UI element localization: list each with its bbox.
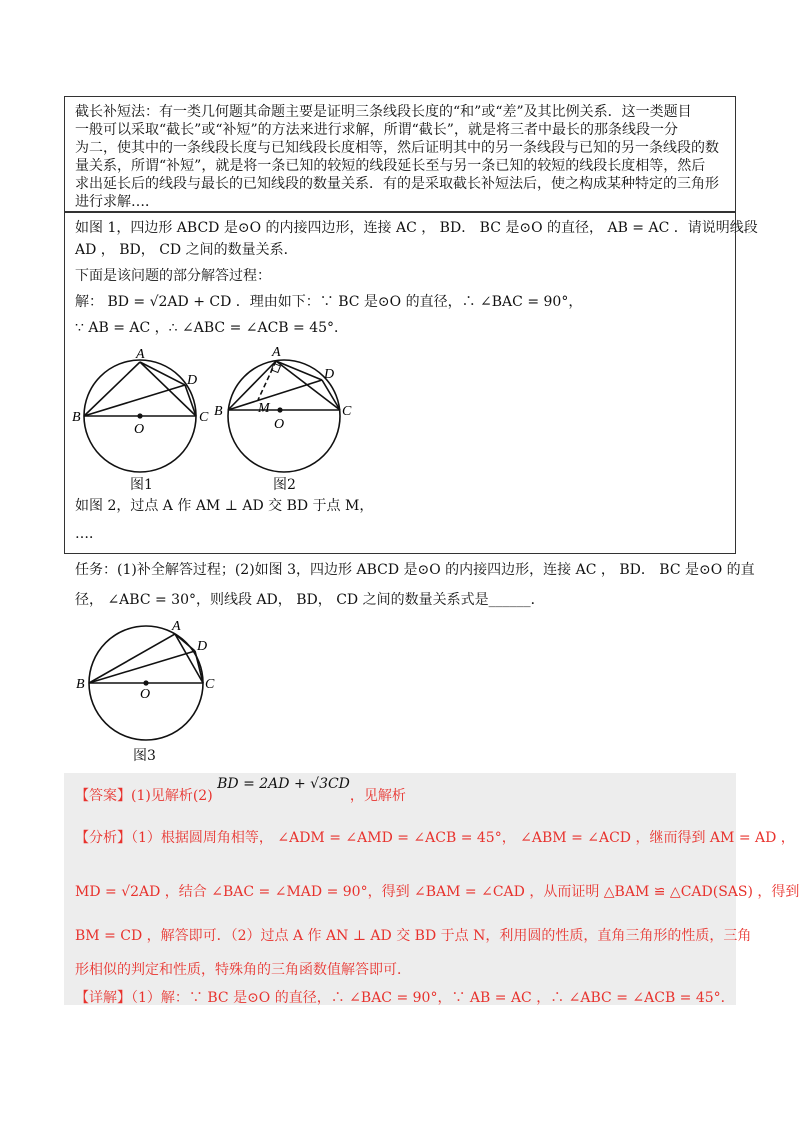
fig2-ad [276, 361, 322, 380]
fig1-label-c: C [199, 410, 209, 425]
analysis-line-2: MD = √2AD ，结合 ∠BAC = ∠MAD = 90°，得到 ∠BAM = ∠CAD ，从而证明 △BAM ≌ △CAD(SAS) ，得到 [75, 884, 800, 900]
fig2-label-m: M [258, 401, 270, 416]
fig1-label-d: D [187, 373, 198, 388]
problem-line-7: …． [75, 526, 103, 542]
detail-text: （1）解：∵ BC 是⊙O 的直径，∴ ∠BAC = 90°，∵ AB = AC ，∴ ∠ABC = ∠ACB = 45°． [131, 990, 735, 1006]
fig3-label-c: C [205, 677, 215, 692]
answer-tag: 【答案】 [75, 788, 131, 804]
detail-row [75, 988, 735, 1008]
fig3-center-dot [143, 680, 148, 685]
fig3-label-o: O [140, 687, 151, 702]
detail-tag: 【详解】 [75, 990, 131, 1006]
problem-line-4: 解： BD = √2AD + CD ．理由如下：∵ BC 是⊙O 的直径，∴ ∠BAC = 90°， [75, 294, 583, 310]
fig3-bd [89, 651, 195, 683]
intro-line-5: 求出延长后的线段与最长的已知线段的数量关系．有的是采取截长补短法后，使之构成某种特定的三角形 [75, 176, 719, 192]
intro-line-4: 量关系，所谓“补短”，就是将一条已知的较短的线段延长至与另一条已知的较短的线段长度相等，然后 [75, 158, 706, 174]
intro-line-1: 截长补短法：有一类几何题其命题主要是证明三条线段长度的“和”或“差”及其比例关系．这一类题目 [75, 104, 692, 120]
fig2-label-b: B [214, 404, 223, 419]
intro-line-6: 进行求解…． [75, 194, 159, 210]
fig3-caption: 图3 [133, 748, 156, 764]
figure-1-2 [70, 340, 370, 500]
intro-line-2: 一般可以采取“截长”或“补短”的方法来进行求解，所谓“截长”，就是将三者中最长的那条线段一分 [75, 122, 678, 138]
task-line-1: 任务：(1)补全解答过程；(2)如图 3，四边形 ABCD 是⊙O 的内接四边形，连接 AC ， BD． BC 是⊙O 的直 [75, 562, 755, 578]
fig2-label-c: C [342, 404, 352, 419]
analysis-line-1: （1）根据圆周角相等， ∠ADM = ∠AMD = ∠ACB = 45°， ∠ABM = ∠ACD ，继而得到 AM = AD ， [131, 830, 795, 846]
problem-line-2: AD ， BD， CD 之间的数量关系． [75, 242, 298, 258]
problem-line-6: 如图 2，过点 A 作 AM ⊥ AD 交 BD 于点 M， [75, 498, 374, 514]
fig1-caption: 图1 [130, 477, 153, 493]
problem-line-1: 如图 1，四边形 ABCD 是⊙O 的内接四边形，连接 AC ， BD． BC 是⊙O 的直径， AB = AC ．请说明线段 [75, 220, 758, 236]
answer-formula: BD = 2AD + √3CD [217, 776, 350, 792]
fig2-center-dot [277, 407, 282, 412]
fig3-label-b: B [76, 677, 85, 692]
intro-line-3: 为二，使其中的一条线段长度与已知线段长度相等，然后证明其中的另一条线段与已知的另一条线段的数 [75, 140, 719, 156]
fig3-dc [195, 651, 203, 683]
fig1-label-a: A [136, 347, 145, 362]
figure-3 [74, 618, 234, 748]
fig2-caption: 图2 [273, 477, 296, 493]
fig1-center-dot [137, 413, 142, 418]
fig3-label-a: A [172, 619, 181, 634]
fig3-ab [89, 634, 175, 683]
fig1-ac [140, 362, 196, 416]
answer-row [75, 776, 406, 806]
answer-tail: ，见解析 [349, 788, 406, 804]
fig1-label-o: O [134, 422, 145, 437]
analysis-line-1-row [75, 828, 795, 848]
fig3-ad [175, 634, 195, 651]
analysis-tag: 【分析】 [75, 830, 131, 846]
task-line-2: 径， ∠ABC = 30°，则线段 AD， BD， CD 之间的数量关系式是______． [75, 592, 545, 608]
answer-text: (1)见解析(2) [131, 788, 213, 804]
fig2-label-d: D [324, 367, 335, 382]
fig2-label-a: A [272, 345, 281, 360]
analysis-line-3: BM = CD ，解答即可．（2）过点 A 作 AN ⊥ AD 交 BD 于点 N，利用圆的性质，直角三角形的性质，三角 [75, 928, 752, 944]
problem-line-3: 下面是该问题的部分解答过程： [75, 268, 271, 284]
analysis-line-4: 形相似的判定和性质，特殊角的三角函数值解答即可． [75, 962, 411, 978]
fig2-am-dashed [258, 361, 276, 400]
fig3-label-d: D [197, 639, 208, 654]
fig1-label-b: B [72, 410, 81, 425]
fig2-label-o: O [274, 417, 285, 432]
problem-line-5: ∵ AB = AC ，∴ ∠ABC = ∠ACB = 45°． [75, 320, 349, 336]
